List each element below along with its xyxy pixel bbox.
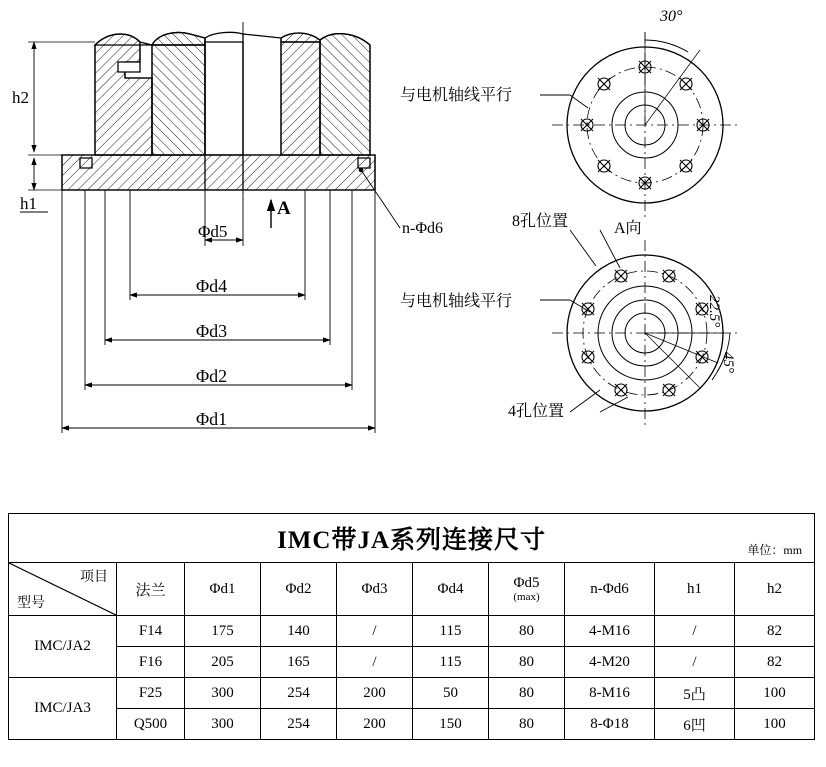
label-h1: h1 <box>20 194 37 213</box>
header-d5-sub: (max) <box>513 590 540 603</box>
header-h2: h2 <box>735 563 815 616</box>
header-d1: Φd1 <box>185 563 261 616</box>
table-title-cell <box>9 514 815 563</box>
cell-d5: 80 <box>489 647 565 678</box>
corner-label-model: 型号 <box>17 596 45 611</box>
cell-flange: Q500 <box>117 709 185 740</box>
bottom-circular-view <box>540 230 738 426</box>
section-view <box>62 22 375 200</box>
table-unit: 单位：mm <box>747 543 803 557</box>
header-d4: Φd4 <box>413 563 489 616</box>
table-header-row <box>9 563 815 616</box>
label-phi-d5: Φd5 <box>198 222 228 241</box>
label-parallel-motor-axis-top: 与电机轴线平行 <box>400 87 513 104</box>
label-holes-8: 8孔位置 <box>512 213 569 230</box>
dimension-table <box>8 513 815 740</box>
label-angle-22-5: 22.5° <box>706 295 722 328</box>
label-angle-30: 30° <box>660 8 683 25</box>
table-row <box>9 678 815 709</box>
cell-h2: 82 <box>735 616 815 647</box>
cell-n-d6: 4-M16 <box>565 616 655 647</box>
corner-label-item: 项目 <box>80 570 108 585</box>
cell-flange: F25 <box>117 678 185 709</box>
cell-d4: 150 <box>413 709 489 740</box>
table-title: IMC带JA系列连接尺寸 <box>277 527 546 554</box>
cell-d1: 175 <box>185 616 261 647</box>
header-d3: Φd3 <box>337 563 413 616</box>
header-d2: Φd2 <box>261 563 337 616</box>
cell-d4: 50 <box>413 678 489 709</box>
label-phi-d3: Φd3 <box>196 321 228 341</box>
cell-h1: 6凹 <box>655 709 735 740</box>
table-row <box>9 709 815 740</box>
cell-d5: 80 <box>489 709 565 740</box>
cell-flange: F14 <box>117 616 185 647</box>
cell-d3: / <box>337 616 413 647</box>
cell-d1: 205 <box>185 647 261 678</box>
cell-d3: 200 <box>337 678 413 709</box>
table-row <box>9 616 815 647</box>
header-flange: 法兰 <box>117 563 185 616</box>
cell-n-d6: 8-Φ18 <box>565 709 655 740</box>
cell-d2: 140 <box>261 616 337 647</box>
model-imc-ja3: IMC/JA3 <box>9 678 117 740</box>
cell-d3: / <box>337 647 413 678</box>
table-corner-cell <box>9 563 117 616</box>
cell-d2: 254 <box>261 678 337 709</box>
label-phi-d2: Φd2 <box>196 366 228 386</box>
cell-d5: 80 <box>489 616 565 647</box>
cell-h2: 100 <box>735 678 815 709</box>
label-angle-45: 45° <box>720 352 736 373</box>
cell-h1: / <box>655 647 735 678</box>
cell-h2: 100 <box>735 709 815 740</box>
cell-d2: 254 <box>261 709 337 740</box>
label-parallel-motor-axis-bottom: 与电机轴线平行 <box>400 293 513 310</box>
cell-d5: 80 <box>489 678 565 709</box>
label-n-phi-d6: n-Φd6 <box>402 220 444 237</box>
cell-n-d6: 8-M16 <box>565 678 655 709</box>
label-a-view: A向 <box>614 220 642 237</box>
dimension-table-wrapper <box>8 513 814 740</box>
header-d5-main: Φd5 <box>513 574 540 591</box>
cell-d3: 200 <box>337 709 413 740</box>
label-h2: h2 <box>12 88 29 107</box>
cell-n-d6: 4-M20 <box>565 647 655 678</box>
table-row <box>9 647 815 678</box>
label-phi-d4: Φd4 <box>196 276 228 296</box>
top-circular-view <box>540 32 738 218</box>
cell-h1: / <box>655 616 735 647</box>
cell-h2: 82 <box>735 647 815 678</box>
cell-h1: 5凸 <box>655 678 735 709</box>
header-d5 <box>489 563 565 616</box>
label-holes-4: 4孔位置 <box>508 403 565 420</box>
cell-d4: 115 <box>413 647 489 678</box>
cell-d1: 300 <box>185 709 261 740</box>
cell-flange: F16 <box>117 647 185 678</box>
cell-d1: 300 <box>185 678 261 709</box>
label-phi-d1: Φd1 <box>196 409 228 429</box>
cell-d4: 115 <box>413 616 489 647</box>
header-n-d6: n-Φd6 <box>565 563 655 616</box>
model-imc-ja2: IMC/JA2 <box>9 616 117 678</box>
leader-n-d6 <box>359 168 400 228</box>
cell-d2: 165 <box>261 647 337 678</box>
label-section-arrow-a: A <box>277 198 291 219</box>
table-title-row <box>9 514 815 563</box>
header-h1: h1 <box>655 563 735 616</box>
